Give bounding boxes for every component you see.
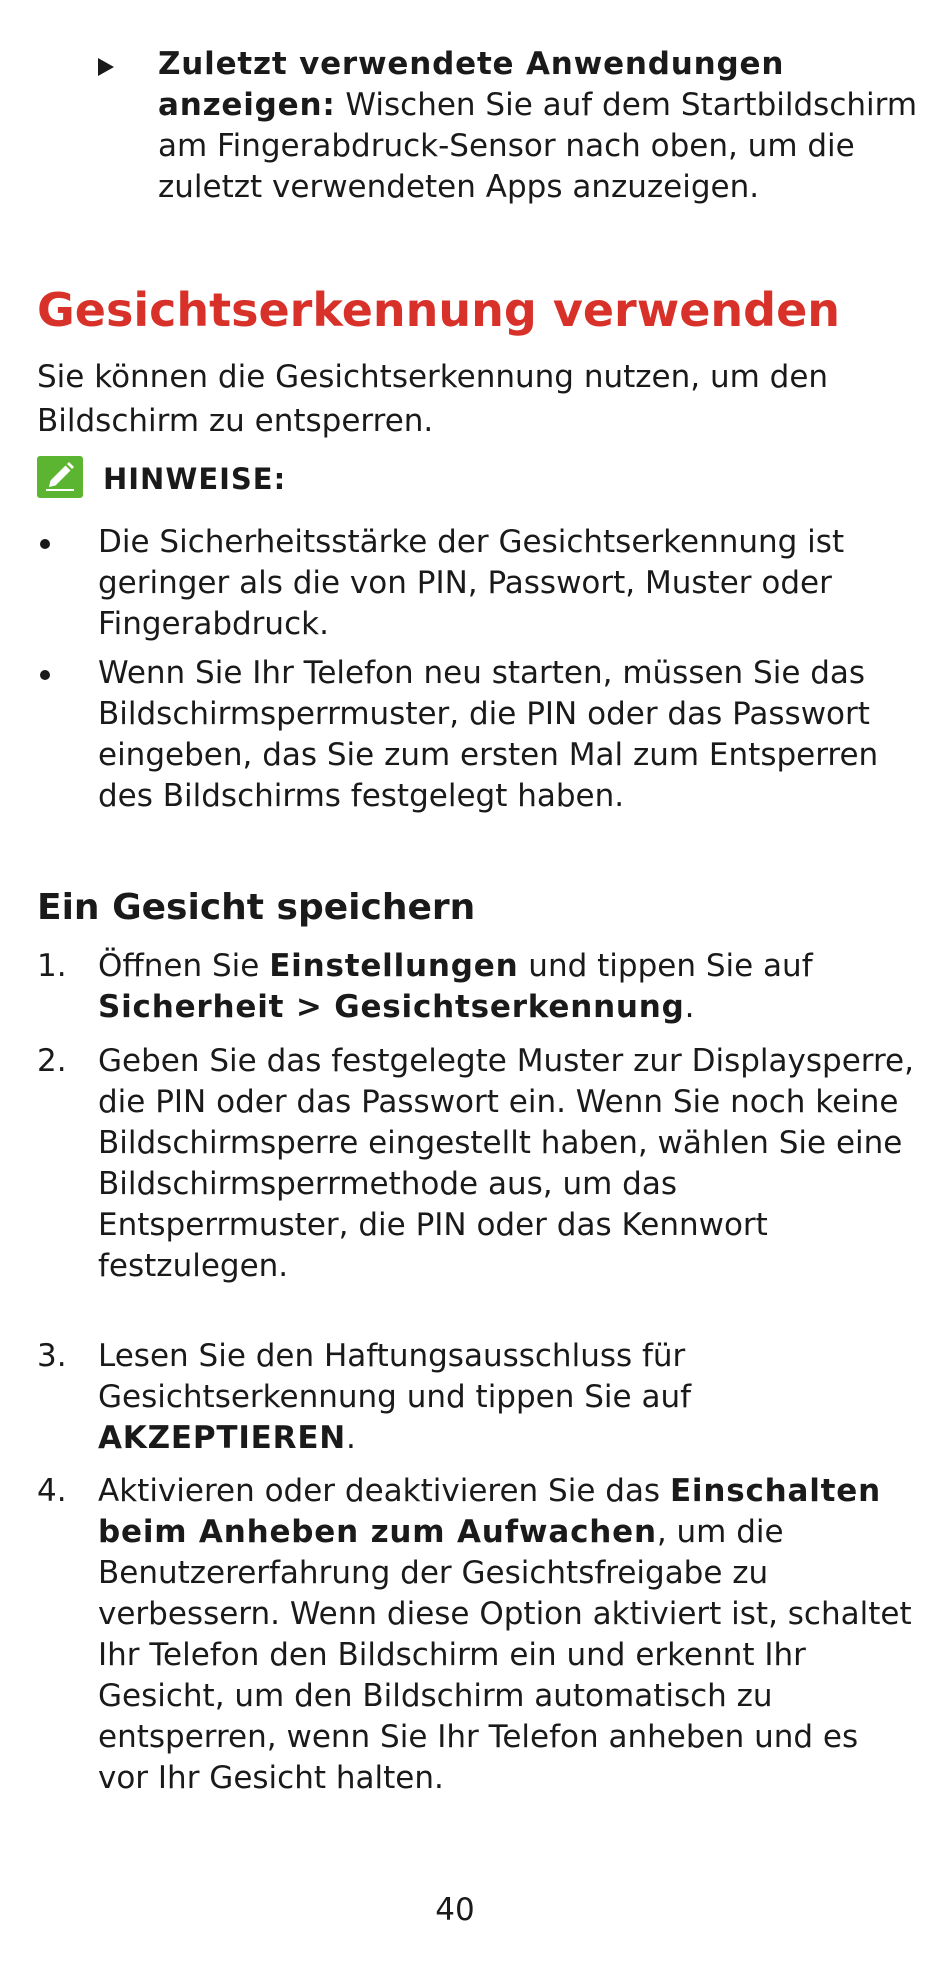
- step-text-part: Öffnen Sie: [98, 948, 270, 984]
- step-text: [98, 1336, 918, 1459]
- bullet-dot-icon: [40, 539, 50, 549]
- recent-apps-term: Zuletzt verwendete Anwendungen anzeigen:: [158, 46, 785, 123]
- pencil-note-icon: [37, 456, 83, 498]
- page-number: 40: [435, 1892, 475, 1928]
- step-text-part: Lesen Sie den Haftungsausschluss für Gesichtserkennung und tippen Sie auf: [98, 1338, 692, 1415]
- step-text-part: und tippen Sie auf: [518, 948, 813, 984]
- step-text: Geben Sie das festgelegte Muster zur Displaysperre, die PIN oder das Passwort ein. Wenn Sie noch keine Bildschirmsperre eingestellt haben, wählen Sie eine Bildschirmsperrmethode aus, um das Entsperrmuster, die PIN oder das Kennwort festzulegen.: [98, 1043, 914, 1284]
- subsection-title: Ein Gesicht speichern: [37, 887, 476, 928]
- settings-term: Einstellungen: [269, 948, 519, 984]
- step-number: 1.: [37, 948, 67, 984]
- recent-apps-description: Wischen Sie auf dem Startbildschirm am Fingerabdruck-Sensor nach oben, um die zuletzt verwendeten Apps anzuzeigen.: [158, 87, 918, 205]
- step-number: 4.: [37, 1473, 67, 1509]
- step-number: 2.: [37, 1043, 67, 1079]
- recent-apps-paragraph: [158, 44, 950, 208]
- raise-to-wake-term: Einschalten beim Anheben zum Aufwachen: [98, 1473, 881, 1550]
- step-text-part: .: [346, 1420, 356, 1456]
- section-intro: Sie können die Gesichtserkennung nutzen, um den Bildschirm zu entsperren.: [37, 359, 829, 439]
- notes-label: HINWEISE:: [103, 462, 287, 496]
- bullet-dot-icon: [40, 670, 50, 680]
- step-text-part: .: [684, 989, 695, 1025]
- section-title: Gesichtserkennung verwenden: [37, 283, 841, 337]
- note-text: Die Sicherheitsstärke der Gesichtserkennung ist geringer als die von PIN, Passwort, Muster oder Fingerabdruck.: [98, 524, 845, 642]
- step-text: [98, 1471, 918, 1799]
- step-text-part: Aktivieren oder deaktivieren Sie das: [98, 1473, 670, 1509]
- step-text: [98, 946, 918, 1028]
- accept-term: AKZEPTIEREN: [98, 1420, 347, 1456]
- step-text-part: , um die Benutzererfahrung der Gesichtsfreigabe zu verbessern. Wenn diese Option aktiviert ist, schaltet Ihr Telefon den Bildschirm ein und erkennt Ihr Gesicht, um den Bildschirm automatisch zu entsperren, wenn Sie Ihr Telefon anheben und es vor Ihr Gesicht halten.: [98, 1514, 912, 1796]
- step-number: 3.: [37, 1338, 67, 1374]
- security-path-term: Sicherheit > Gesichtserkennung: [98, 989, 685, 1025]
- note-text: Wenn Sie Ihr Telefon neu starten, müssen Sie das Bildschirmsperrmuster, die PIN oder das Passwort eingeben, das Sie zum ersten Mal zum Entsperren des Bildschirms festgelegt haben.: [98, 655, 879, 814]
- triangle-right-icon: [98, 58, 114, 76]
